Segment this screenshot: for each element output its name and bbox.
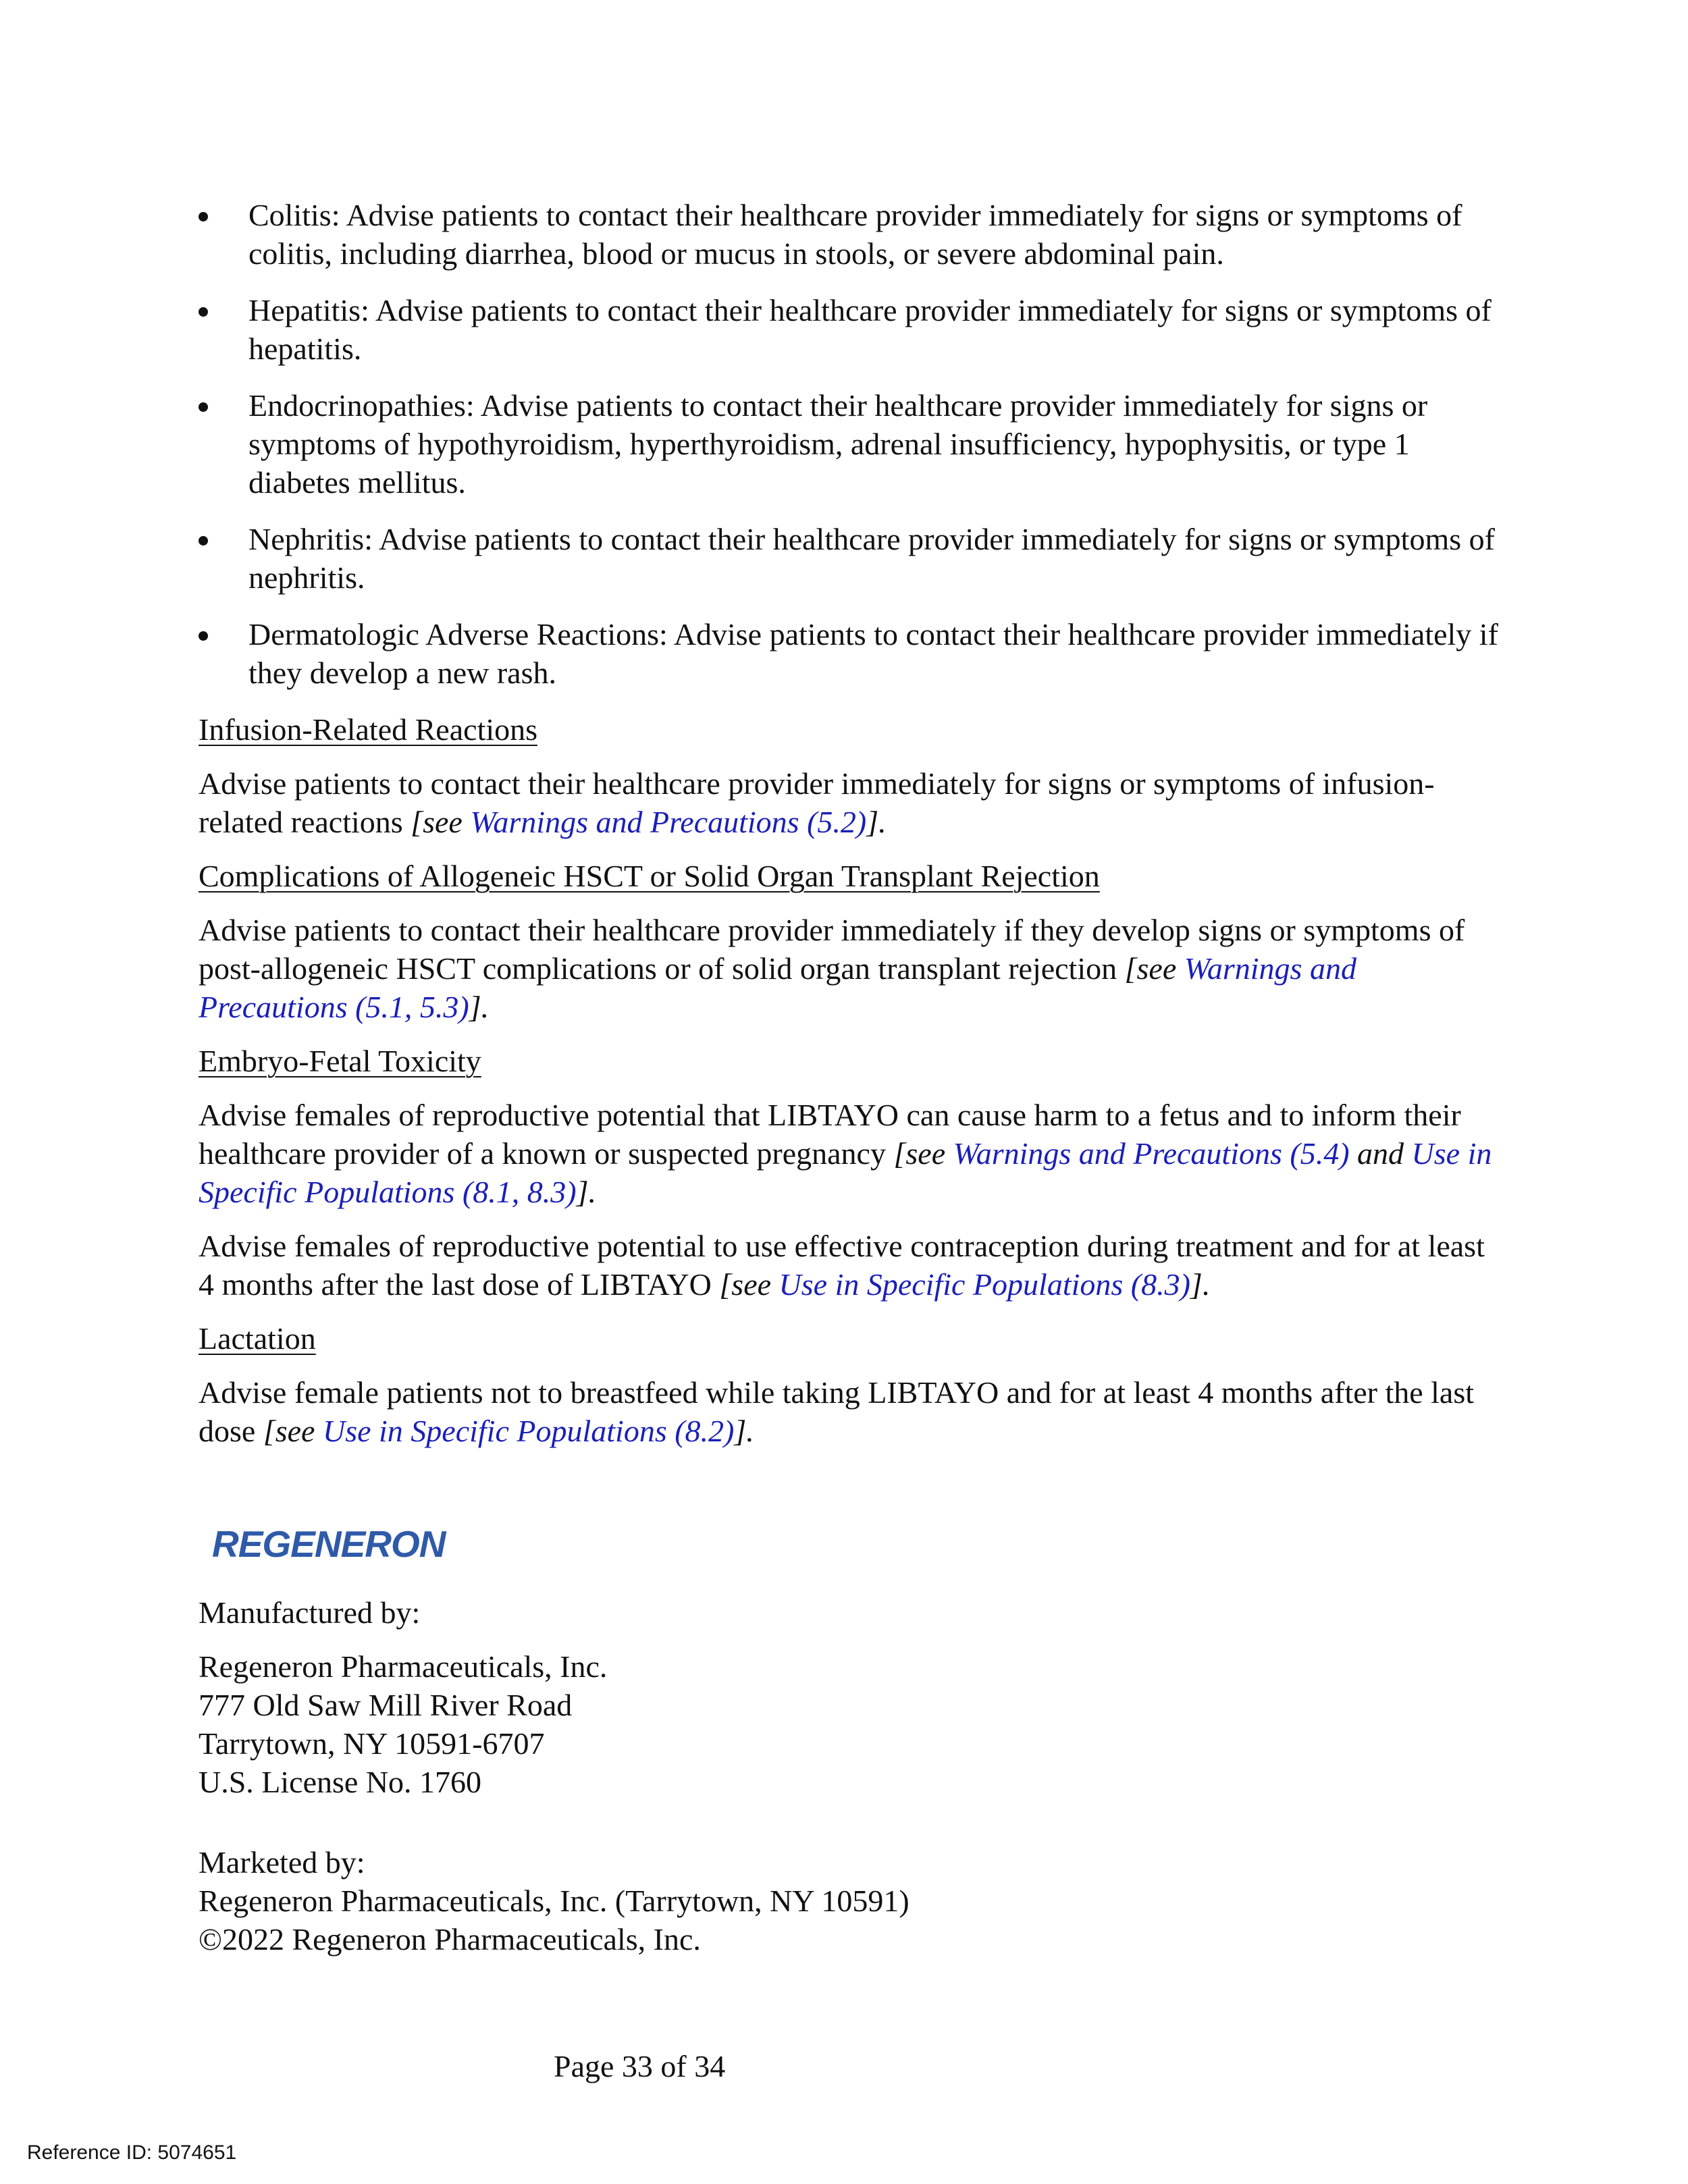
bullet-icon [199, 307, 208, 317]
specific-populations-link[interactable]: Use in Specific Populations (8.1, 8.3) [199, 1136, 1492, 1209]
marketer-label: Marketed by: [199, 1845, 365, 1880]
lactation-heading: Lactation [199, 1321, 316, 1356]
manufacturer-name: Regeneron Pharmaceuticals, Inc. [199, 1649, 608, 1684]
list-item: Hepatitis: Advise patients to contact their healthcare provider immediately for signs or symptoms of hepatitis. [199, 291, 1502, 368]
infusion-heading: Infusion-Related Reactions [199, 712, 538, 747]
copyright: ©2022 Regeneron Pharmaceuticals, Inc. [199, 1922, 701, 1956]
lactation-paragraph: Advise female patients not to breastfeed while taking LIBTAYO and for at least 4 months after the last dose [see Use in Specific Populations (8.2)]. [199, 1375, 1475, 1448]
warnings-precautions-link[interactable]: Warnings and Precautions (5.1, 5.3) [199, 951, 1356, 1024]
specific-populations-link[interactable]: Use in Specific Populations (8.2) [322, 1414, 735, 1448]
hsct-heading: Complications of Allogeneic HSCT or Solid Organ Transplant Rejection [199, 859, 1100, 893]
list-item: Colitis: Advise patients to contact their healthcare provider immediately for signs or symptoms of colitis, including diarrhea, blood or mucus in stools, or severe abdominal pain. [199, 196, 1502, 273]
warnings-precautions-link[interactable]: Warnings and Precautions (5.4) [953, 1136, 1350, 1171]
manufacturer-label: Manufactured by: [199, 1595, 421, 1630]
embryo-heading: Embryo-Fetal Toxicity [199, 1044, 481, 1078]
infusion-paragraph: Advise patients to contact their healthcare provider immediately for signs or symptoms of infusion-related reactions [see Warnings and Precautions (5.2)]. [199, 766, 1435, 839]
embryo-paragraph-2: Advise females of reproductive potential to use effective contraception during treatment and for at least 4 months after the last dose of LIBTAYO [see Use in Specific Populations (8.3)]. [199, 1229, 1485, 1302]
bullet-icon [199, 536, 208, 545]
reference-id: Reference ID: 5074651 [27, 2141, 237, 2164]
list-item: Endocrinopathies: Advise patients to contact their healthcare provider immediately for signs or symptoms of hypothyroidism, hyperthyroidism, adrenal insufficiency, hypophysitis, or type 1 diabetes mellitus. [199, 386, 1502, 502]
manufacturer-city: Tarrytown, NY 10591-6707 [199, 1726, 545, 1761]
embryo-paragraph-1: Advise females of reproductive potential that LIBTAYO can cause harm to a fetus and to inform their healthcare provider of a known or suspected pregnancy [see Warnings and Precautions (5.4) and Use in Specific Populations (8.1, 8.3)]. [199, 1098, 1492, 1209]
manufacturer-block [199, 1593, 607, 1801]
bullet-icon [199, 402, 208, 412]
license-number: U.S. License No. 1760 [199, 1765, 482, 1799]
manufacturer-address: 777 Old Saw Mill River Road [199, 1688, 573, 1722]
bullet-icon [199, 631, 208, 641]
page-number: Page 33 of 34 [554, 2049, 726, 2083]
bullet-icon [199, 212, 208, 221]
hsct-paragraph: Advise patients to contact their healthcare provider immediately if they develop signs or symptoms of post-allogeneic HSCT complications or of solid organ transplant rejection [see Warnings and Precautions (5.1, 5.3)]. [199, 913, 1465, 1024]
regeneron-logo: REGENERON [212, 1523, 446, 1565]
list-item: Dermatologic Adverse Reactions: Advise patients to contact their healthcare provider immediately if they develop a new rash. [199, 615, 1502, 692]
warnings-precautions-link[interactable]: Warnings and Precautions (5.2) [470, 805, 867, 839]
patient-advice-list [199, 196, 1502, 692]
document-body [199, 196, 1502, 1466]
list-item: Nephritis: Advise patients to contact their healthcare provider immediately for signs or symptoms of nephritis. [199, 520, 1502, 597]
marketer-name: Regeneron Pharmaceuticals, Inc. (Tarrytown, NY 10591) [199, 1884, 909, 1918]
specific-populations-link[interactable]: Use in Specific Populations (8.3) [779, 1267, 1190, 1302]
marketer-block [199, 1843, 909, 1959]
